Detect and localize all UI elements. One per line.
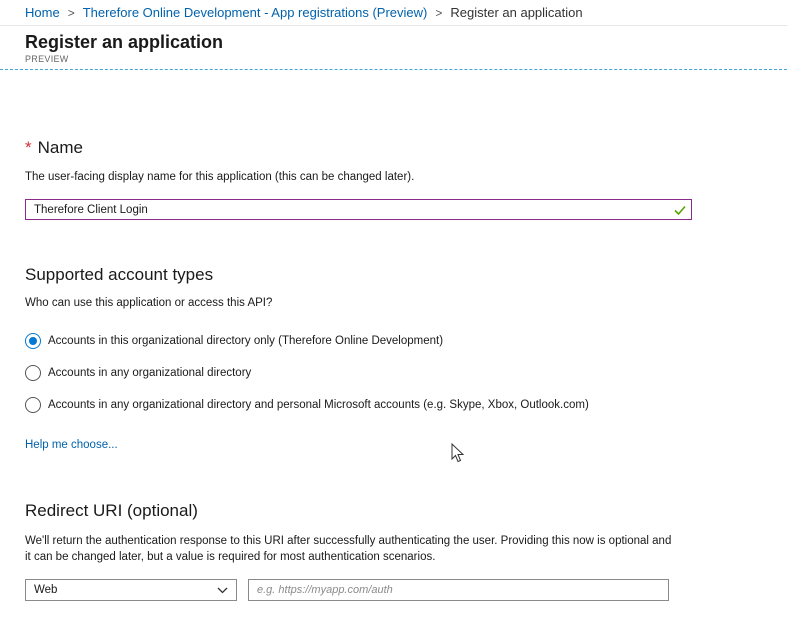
breadcrumb-home-link[interactable]: Home: [25, 5, 60, 20]
page-subtitle: PREVIEW: [25, 54, 69, 64]
radio-button-selected[interactable]: [25, 333, 41, 349]
account-types-description: Who can use this application or access this API?: [25, 297, 273, 309]
page-title: Register an application: [25, 32, 224, 52]
breadcrumb-separator: >: [435, 6, 443, 20]
breadcrumb-app-registrations-link[interactable]: Therefore Online Development - App registrations (Preview): [82, 5, 428, 20]
check-icon: [673, 203, 687, 217]
breadcrumb: [25, 4, 583, 22]
name-input[interactable]: [26, 200, 673, 219]
redirect-uri-input[interactable]: [249, 584, 668, 596]
platform-select[interactable]: [25, 579, 237, 601]
radio-button[interactable]: [25, 397, 41, 413]
name-section-title-text: Name: [37, 138, 83, 157]
mouse-cursor-icon: [451, 443, 465, 463]
account-option-multi-tenant[interactable]: [25, 363, 251, 383]
required-marker: *: [25, 138, 32, 157]
breadcrumb-separator: >: [67, 6, 75, 20]
name-field: [25, 199, 692, 220]
chevron-down-icon: [217, 587, 228, 594]
account-option-multi-tenant-personal[interactable]: [25, 395, 589, 415]
help-me-choose-link[interactable]: Help me choose...: [25, 439, 118, 451]
platform-select-value: Web: [34, 584, 58, 596]
redirect-uri-title: Redirect URI (optional): [25, 501, 198, 520]
redirect-uri-description-line2: it can be changed later, but a value is required for most authentication scenarios.: [25, 551, 436, 563]
account-option-single-tenant[interactable]: [25, 331, 443, 351]
radio-label: Accounts in any organizational directory: [48, 367, 252, 379]
title-divider: [0, 69, 787, 70]
radio-label: Accounts in this organizational directory only (Therefore Online Development): [48, 335, 444, 347]
name-description: The user-facing display name for this application (this can be changed later).: [25, 171, 415, 183]
radio-button[interactable]: [25, 365, 41, 381]
breadcrumb-current: Register an application: [450, 5, 583, 20]
redirect-uri-field: [248, 579, 669, 601]
redirect-uri-description-line1: We'll return the authentication response to this URI after successfully authenticating the user. Providing this now is optional and: [25, 535, 672, 547]
header-divider: [0, 25, 787, 26]
name-section-title: [25, 137, 83, 159]
radio-label: Accounts in any organizational directory and personal Microsoft accounts (e.g. Skype, Xbox, Outlook.com): [48, 399, 589, 411]
account-types-title: Supported account types: [25, 265, 214, 284]
